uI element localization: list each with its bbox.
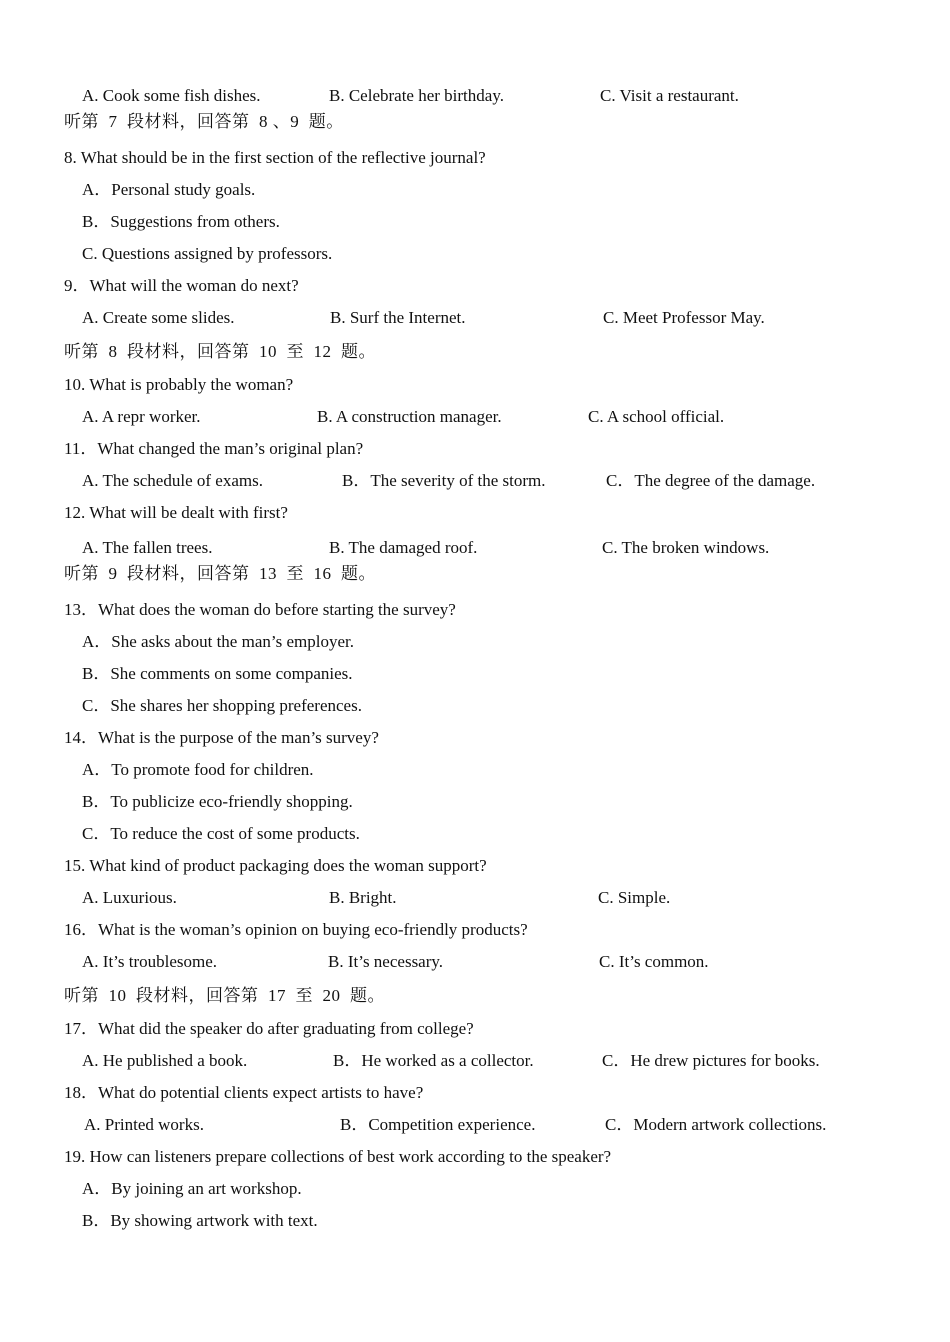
q16-option-c: C. It’s common. [599,952,709,971]
section-heading-9: 听第 9 段材料，回答第 13 至 16 题。 [64,564,376,583]
q8-option-b: B．Suggestions from others. [82,212,280,231]
q18-option-a: A. Printed works. [84,1115,204,1134]
q12-option-b: B. The damaged roof. [329,538,478,557]
q16-option-b: B. It’s necessary. [328,952,444,971]
q13-option-a: A．She asks about the man’s employer. [82,632,354,651]
question-13: 13．What does the woman do before starting the survey? [64,600,456,619]
question-9: 9．What will the woman do next? [64,276,299,295]
question-19: 19. How can listeners prepare collections of best work according to the speaker? [64,1147,612,1166]
q11-option-c: C．The degree of the damage. [606,471,816,490]
q8-option-c: C. Questions assigned by professors. [82,244,333,263]
q8-option-a: A．Personal study goals. [82,180,256,199]
q13-option-b: B．She comments on some companies. [82,664,353,683]
question-8: 8. What should be in the first section of the reflective journal? [64,148,486,167]
question-17: 17．What did the speaker do after graduating from college? [64,1019,474,1038]
section-heading-7: 听第 7 段材料，回答第 8 、9 题。 [64,112,344,131]
q19-option-a: A．By joining an art workshop. [82,1179,302,1198]
question-11: 11．What changed the man’s original plan? [64,439,364,458]
q14-option-c: C．To reduce the cost of some products. [82,824,360,843]
q10-option-a: A. A repr worker. [82,407,201,426]
q14-option-a: A．To promote food for children. [82,760,314,779]
question-14: 14．What is the purpose of the man’s survey? [64,728,379,747]
q17-option-b: B．He worked as a collector. [333,1051,534,1070]
question-15: 15. What kind of product packaging does the woman support? [64,856,487,875]
q11-option-a: A. The schedule of exams. [82,471,263,490]
section-heading-10: 听第 10 段材料，回答第 17 至 20 题。 [64,986,385,1005]
q10-option-b: B. A construction manager. [317,407,502,426]
q14-option-b: B．To publicize eco-friendly shopping. [82,792,353,811]
q17-option-c: C．He drew pictures for books. [602,1051,820,1070]
q17-option-a: A. He published a book. [82,1051,248,1070]
q12-option-c: C. The broken windows. [602,538,770,557]
section-heading-8: 听第 8 段材料，回答第 10 至 12 题。 [64,342,376,361]
q19-option-b: B．By showing artwork with text. [82,1211,318,1230]
q18-option-c: C．Modern artwork collections. [605,1115,827,1134]
q12-option-a: A. The fallen trees. [82,538,213,557]
question-10: 10. What is probably the woman? [64,375,294,394]
q18-option-b: B．Competition experience. [340,1115,536,1134]
q9-option-a: A. Create some slides. [82,308,235,327]
q11-option-b: B．The severity of the storm. [342,471,546,490]
q15-option-a: A. Luxurious. [82,888,177,907]
q16-option-a: A. It’s troublesome. [82,952,218,971]
q10-option-c: C. A school official. [588,407,725,426]
q13-option-c: C．She shares her shopping preferences. [82,696,362,715]
q9-option-c: C. Meet Professor May. [603,308,765,327]
question-16: 16．What is the woman’s opinion on buying eco-friendly products? [64,920,528,939]
q7-option-c: C. Visit a restaurant. [600,86,739,105]
question-18: 18．What do potential clients expect artists to have? [64,1083,424,1102]
q9-option-b: B. Surf the Internet. [330,308,466,327]
q15-option-b: B. Bright. [329,888,397,907]
question-12: 12. What will be dealt with first? [64,503,288,522]
q7-option-a: A. Cook some fish dishes. [82,86,261,105]
q15-option-c: C. Simple. [598,888,671,907]
q7-option-b: B. Celebrate her birthday. [329,86,504,105]
